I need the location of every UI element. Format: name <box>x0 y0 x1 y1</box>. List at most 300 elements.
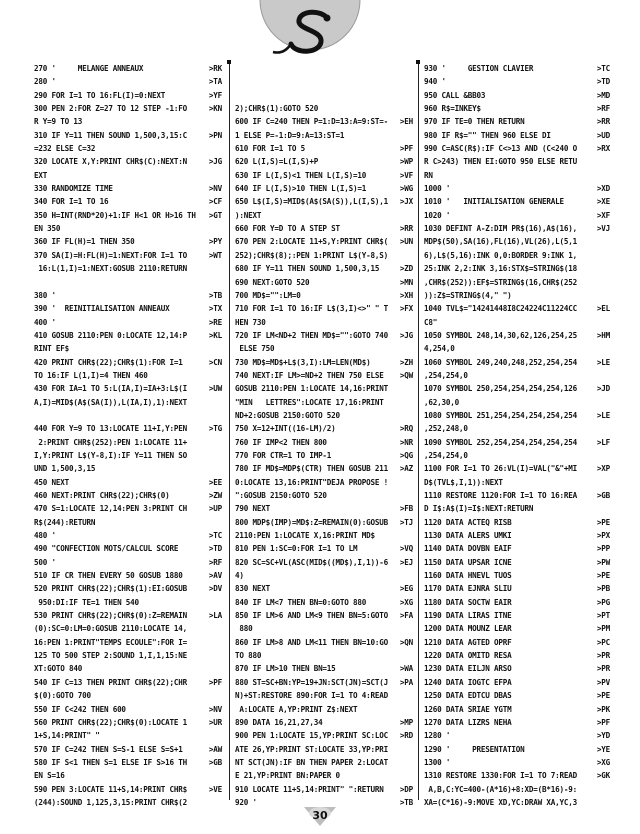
code-line <box>424 783 610 796</box>
checksum-code: >GB <box>596 491 610 500</box>
code-line <box>424 342 610 355</box>
code-line <box>235 462 413 475</box>
code-text: 660 FOR Y=D TO A STEP ST <box>235 224 340 234</box>
code-line <box>235 89 413 102</box>
code-text: 910 LOCATE 11+S,14:PRINT" ":RETURN <box>235 784 384 794</box>
code-line <box>424 689 610 702</box>
code-text: 480 ' <box>34 531 56 541</box>
code-text: 770 FOR CTR=1 TO IMP-1 <box>235 450 332 460</box>
code-line <box>34 582 222 595</box>
code-line <box>34 542 222 555</box>
code-line <box>34 462 222 475</box>
code-line <box>34 262 222 275</box>
magazine-logo <box>255 0 365 62</box>
code-line <box>424 649 610 662</box>
code-line <box>235 115 413 128</box>
code-line <box>34 409 222 422</box>
code-line <box>424 276 610 289</box>
checksum-code: >VE <box>208 784 222 794</box>
code-text: 16:L(1,I)=1:NEXT:GOSUB 2110:RETURN <box>34 264 188 274</box>
code-text: 1150 DATA UPSAR ICNE <box>424 557 512 567</box>
code-line <box>424 102 610 115</box>
checksum-code: >FA <box>399 611 413 621</box>
code-line <box>235 195 413 208</box>
code-text: 780 IF MD$=MDP$(CTR) THEN GOSUB 211 <box>235 464 389 474</box>
checksum-code: >NV <box>208 184 222 194</box>
code-text: TO 880 <box>235 651 262 661</box>
code-text: ND+2:GOSUB 2150:GOTO 520 <box>235 410 340 420</box>
code-line <box>34 436 222 449</box>
code-line <box>34 396 222 409</box>
code-text: ,252,248,0 <box>424 424 468 434</box>
code-text: 810 PEN 1:SC=0:FOR I=1 TO LM <box>235 544 358 554</box>
code-text: 360 IF FL(H)=1 THEN 350 <box>34 237 135 247</box>
code-line <box>424 596 610 609</box>
checksum-code: >UW <box>208 384 222 394</box>
code-line <box>34 729 222 742</box>
checksum-code: >HM <box>596 330 610 340</box>
checksum-code: >FB <box>399 504 413 514</box>
checksum-code: >EG <box>399 584 413 594</box>
column-separator-right <box>418 62 419 800</box>
code-line <box>235 142 413 155</box>
checksum-code: >EJ <box>399 557 413 567</box>
code-line <box>424 369 610 382</box>
code-line <box>235 689 413 702</box>
code-text: 820 SC=SC+VL(ASC(MID$((MD$),I,1))-6 <box>235 557 389 567</box>
checksum-code: >EL <box>596 304 610 314</box>
code-text: TO 16:IF L(1,I)=4 THEN 460 <box>34 370 148 380</box>
checksum-code: >UD <box>596 130 610 140</box>
code-text: $(0):GOTO 700 <box>34 691 91 701</box>
code-line <box>34 222 222 235</box>
checksum-code: >RX <box>596 144 610 154</box>
code-text: 1 ELSE P=-1:D=9:A=13:ST=1 <box>235 130 345 140</box>
code-text: 1260 DATA SRIAE YGTM <box>424 704 512 714</box>
code-text: 580 IF S<1 THEN S=1 ELSE IF S>16 TH <box>34 757 188 767</box>
code-line <box>235 382 413 395</box>
code-text: 1240 DATA IOGTC EFPA <box>424 677 512 687</box>
code-line <box>424 209 610 222</box>
code-text: 1200 DATA MOUNZ LEAR <box>424 624 512 634</box>
checksum-code: >PV <box>596 677 610 687</box>
code-text: =232 ELSE C=32 <box>34 144 96 154</box>
code-line <box>235 62 413 75</box>
code-line <box>235 636 413 649</box>
code-text: 6),L$(5,16):INK 0,0:BORDER 9:INK 1, <box>424 250 578 260</box>
code-line <box>424 756 610 769</box>
code-line <box>34 289 222 302</box>
checksum-code: >TB <box>208 290 222 300</box>
code-text: 950:DI:IF TE=1 THEN 540 <box>34 597 139 607</box>
code-text: 290 FOR I=1 TO 16:FL(I)=0:NEXT <box>34 90 166 100</box>
code-text: 890 DATA 16,21,27,34 <box>235 717 323 727</box>
code-line <box>424 182 610 195</box>
code-text: UND 1,500,3,15 <box>34 464 96 474</box>
code-line <box>34 75 222 88</box>
code-text: 0:LOCATE 13,16:PRINT"DEJA PROPOSE ! <box>235 477 389 487</box>
code-line <box>424 195 610 208</box>
checksum-code: >AZ <box>399 464 413 474</box>
code-text: EN S=16 <box>34 771 65 781</box>
code-text: 1060 SYMBOL 249,240,248,252,254,254 <box>424 357 578 367</box>
checksum-code: >PE <box>596 571 610 581</box>
code-line <box>235 743 413 756</box>
code-text: RN <box>424 170 433 180</box>
code-text: 470 S=1:LOCATE 12,14:PEN 3:PRINT CH <box>34 504 188 514</box>
code-line <box>34 382 222 395</box>
code-text: 1120 DATA ACTEQ RISB <box>424 517 512 527</box>
checksum-code: >QW <box>399 370 413 380</box>
code-line <box>34 662 222 675</box>
checksum-code: >FX <box>399 304 413 314</box>
code-line <box>424 409 610 422</box>
code-text: 790 NEXT <box>235 504 270 514</box>
code-text: 630 IF L(I,S)<1 THEN L(I,S)=10 <box>235 170 367 180</box>
code-text: NT SCT(JN):IF BN THEN PAPER 2:LOCAT <box>235 757 389 767</box>
checksum-code: >RQ <box>399 424 413 434</box>
checksum-code: >NR <box>399 437 413 447</box>
checksum-code: >TB <box>399 797 413 807</box>
code-text: 1100 FOR I=1 TO 26:VL(I)=VAL("&"+MI <box>424 464 578 474</box>
code-text: C8" <box>424 317 438 327</box>
code-text: D$(TVL$,I,1)):NEXT <box>424 477 503 487</box>
code-text: EXT <box>34 170 48 180</box>
checksum-code: >DP <box>399 784 413 794</box>
code-text: ":GOSUB 2150:GOTO 520 <box>235 491 327 500</box>
code-text: 2110:PEN 1:LOCATE X,16:PRINT MD$ <box>235 531 375 541</box>
code-line <box>235 649 413 662</box>
checksum-code: >JD <box>596 384 610 394</box>
code-line <box>34 476 222 489</box>
code-line <box>34 302 222 315</box>
code-line <box>34 569 222 582</box>
code-text: 320 LOCATE X,Y:PRINT CHR$(C):NEXT:N <box>34 157 188 167</box>
code-line <box>34 689 222 702</box>
checksum-code: >ZW <box>208 491 222 500</box>
code-text: 330 RANDOMIZE TIME <box>34 184 113 194</box>
code-line <box>34 743 222 756</box>
code-line <box>34 769 222 782</box>
code-text: ,254,254,0 <box>424 450 468 460</box>
code-line <box>34 115 222 128</box>
checksum-code: >XG <box>399 597 413 607</box>
code-text: A,I)=MID$(A$(SA(I)),L(IA,I),1):NEXT <box>34 397 188 407</box>
code-line <box>235 369 413 382</box>
code-text: 720 IF LM<ND+2 THEN MD$="":GOTO 740 <box>235 330 389 340</box>
code-line <box>424 62 610 75</box>
code-line <box>34 502 222 515</box>
code-line <box>34 756 222 769</box>
code-text: 690 NEXT:GOTO 520 <box>235 277 310 287</box>
code-text: 500 ' <box>34 557 56 567</box>
code-text: 650 L$(I,S)=MID$(A$(SA(S)),L(I,S),1 <box>235 197 389 207</box>
code-line <box>34 356 222 369</box>
code-line <box>34 169 222 182</box>
checksum-code: >TJ <box>399 517 413 527</box>
code-text: 300 PEN 2:FOR Z=27 TO 12 STEP -1:FO <box>34 104 188 114</box>
checksum-code: >GK <box>596 771 610 781</box>
checksum-code: >TC <box>208 531 222 541</box>
code-line <box>235 716 413 729</box>
code-text: 430 FOR IA=1 TO 5:L(IA,I)=IA+3:L$(I <box>34 384 188 394</box>
code-line <box>34 489 222 502</box>
code-text: 1230 DATA EILJN ARSO <box>424 664 512 674</box>
code-text: (0):SC=0:LM=0:GOSUB 2110:LOCATE 14, <box>34 624 188 634</box>
checksum-code: >XF <box>596 210 610 220</box>
checksum-code: >PE <box>596 517 610 527</box>
corner-mark-right <box>416 60 420 64</box>
checksum-code: >XG <box>596 757 610 767</box>
code-line <box>424 542 610 555</box>
code-line <box>235 569 413 582</box>
code-text: 570 IF C=242 THEN S=S-1 ELSE S=S+1 <box>34 744 183 754</box>
checksum-code: >KL <box>208 330 222 340</box>
checksum-code: >RF <box>596 104 610 114</box>
code-text: 530 PRINT CHR$(22);CHR$(0):Z=REMAIN <box>34 611 188 621</box>
code-line <box>34 676 222 689</box>
checksum-code: >PM <box>596 624 610 634</box>
code-line <box>235 209 413 222</box>
code-line <box>424 115 610 128</box>
checksum-code: >NV <box>208 704 222 714</box>
code-line <box>34 556 222 569</box>
code-line <box>235 155 413 168</box>
checksum-code: >MP <box>399 717 413 727</box>
checksum-code: >PK <box>596 704 610 714</box>
checksum-code: >GB <box>208 757 222 767</box>
checksum-code: >ZH <box>399 357 413 367</box>
checksum-code: >XH <box>399 290 413 300</box>
checksum-code: >LE <box>596 410 610 420</box>
code-text: D I$:A$(I)=I$:NEXT:RETURN <box>424 504 534 514</box>
code-line <box>424 316 610 329</box>
code-text: 990 C=ASC(R$):IF C<>13 AND (C<240 O <box>424 144 578 154</box>
code-text: 960 R$=INKEY$ <box>424 104 481 114</box>
code-line <box>34 529 222 542</box>
code-line <box>34 516 222 529</box>
code-line <box>424 569 610 582</box>
code-text: 280 ' <box>34 77 56 87</box>
listing-column-3 <box>424 62 610 809</box>
code-text: E 21,YP:PRINT BN:PAPER 0 <box>235 771 340 781</box>
code-line <box>235 249 413 262</box>
code-line <box>235 396 413 409</box>
code-line <box>34 609 222 622</box>
code-text: 1110 RESTORE 1120:FOR I=1 TO 16:REA <box>424 491 578 500</box>
code-text: 460 NEXT:PRINT CHR$(22);CHR$(0) <box>34 491 170 500</box>
code-line <box>235 476 413 489</box>
code-text: 950 CALL &BB03 <box>424 90 486 100</box>
code-text: 252);CHR$(8);:PEN 1:PRINT L$(Y-8,S) <box>235 250 389 260</box>
code-text: EN 350 <box>34 224 61 234</box>
code-line <box>34 102 222 115</box>
code-text: ,62,30,0 <box>424 397 459 407</box>
code-line <box>34 235 222 248</box>
code-text: 1190 DATA LIRAS ITNE <box>424 611 512 621</box>
checksum-code: >AW <box>208 744 222 754</box>
checksum-code: >RF <box>208 557 222 567</box>
code-line <box>424 476 610 489</box>
code-text: A:LOCATE A,YP:PRINT Z$:NEXT <box>235 704 358 714</box>
checksum-code: >PP <box>596 544 610 554</box>
code-line <box>34 449 222 462</box>
code-text: 440 FOR Y=9 TO 13:LOCATE 11+I,Y:PEN <box>34 424 188 434</box>
checksum-code: >QG <box>399 450 413 460</box>
code-text: 1310 RESTORE 1330:FOR I=1 TO 7:READ <box>424 771 578 781</box>
code-line <box>424 289 610 302</box>
code-text: XA=(C*16)-9:MOVE XD,YC:DRAW XA,YC,3 <box>424 797 578 807</box>
code-line <box>34 129 222 142</box>
checksum-code: >TG <box>208 424 222 434</box>
code-line <box>235 502 413 515</box>
checksum-code: >PW <box>596 557 610 567</box>
page-number: 30 <box>312 809 328 822</box>
code-line <box>235 769 413 782</box>
code-text: 25:INK 2,2:INK 3,16:STX$=STRING$(18 <box>424 264 578 274</box>
checksum-code: >VJ <box>596 224 610 234</box>
code-line <box>424 382 610 395</box>
code-line <box>34 62 222 75</box>
code-text: 1210 DATA AGTED OPRF <box>424 637 512 647</box>
code-text: 880 ST=SC+BN:YP=19+JN:SCT(JN)=SCT(J <box>235 677 389 687</box>
code-text: 680 IF Y=11 THEN SOUND 1,500,3,15 <box>235 264 380 274</box>
code-line <box>235 596 413 609</box>
checksum-code: >TD <box>596 77 610 87</box>
code-line <box>34 716 222 729</box>
code-line <box>34 329 222 342</box>
code-text: HEN 730 <box>235 317 266 327</box>
code-text: 390 ' REINITIALISATION ANNEAUX <box>34 304 170 314</box>
code-line <box>424 142 610 155</box>
checksum-code: >UP <box>208 504 222 514</box>
code-line <box>424 155 610 168</box>
code-line <box>34 783 222 796</box>
code-text: 1010 ' INITIALISATION GENERALE <box>424 197 564 207</box>
code-line <box>235 529 413 542</box>
code-line <box>235 609 413 622</box>
code-text: 1020 ' <box>424 210 451 220</box>
code-line <box>424 449 610 462</box>
column-separator-left <box>229 62 230 800</box>
code-line <box>424 622 610 635</box>
code-line <box>235 329 413 342</box>
checksum-code: >XP <box>596 464 610 474</box>
code-text: 1070 SYMBOL 250,254,254,254,254,126 <box>424 384 578 394</box>
code-line <box>34 155 222 168</box>
code-line <box>424 329 610 342</box>
code-text: 1130 DATA ALERS UMKI <box>424 531 512 541</box>
code-text: 840 IF LM<7 THEN BN=0:GOTO 880 <box>235 597 367 607</box>
checksum-code: >EE <box>208 477 222 487</box>
code-text: 930 ' GESTION CLAVIER <box>424 64 534 73</box>
checksum-code: >JG <box>399 330 413 340</box>
code-text: 760 IF IMP<2 THEN 800 <box>235 437 327 447</box>
code-text: 640 IF L(I,S)>10 THEN L(I,S)=1 <box>235 184 367 194</box>
checksum-code: >PT <box>596 611 610 621</box>
code-line <box>34 316 222 329</box>
code-line <box>235 356 413 369</box>
checksum-code: >AV <box>208 571 222 581</box>
code-text: )):Z$=STRING$(4," ") <box>424 290 512 300</box>
code-text: 520 PRINT CHR$(22);CHR$(1):EI:GOSUB <box>34 584 188 594</box>
code-text: 420 PRINT CHR$(22);CHR$(1):FOR I=1 <box>34 357 183 367</box>
code-text: 670 PEN 2:LOCATE 11+S,Y:PRINT CHR$( <box>235 237 389 247</box>
code-line <box>424 582 610 595</box>
code-line <box>424 222 610 235</box>
code-text: 920 ' <box>235 797 257 807</box>
checksum-code: >PB <box>596 584 610 594</box>
code-text: 410 GOSUB 2110:PEN 0:LOCATE 12,14:P <box>34 330 188 340</box>
code-text: R Y=9 TO 13 <box>34 117 83 127</box>
checksum-code: >LF <box>596 437 610 447</box>
checksum-code: >WG <box>399 184 413 194</box>
code-text: (244):SOUND 1,125,3,15:PRINT CHR$(2 <box>34 797 188 807</box>
code-line <box>235 542 413 555</box>
code-text: 870 IF LM>10 THEN BN=15 <box>235 664 336 674</box>
code-line <box>424 796 610 809</box>
listing-column-1 <box>34 62 222 809</box>
code-line <box>424 262 610 275</box>
code-text: 310 IF Y=11 THEN SOUND 1,500,3,15:C <box>34 130 188 140</box>
code-text: 125 TO 500 STEP 2:SOUND 1,I,1,15:NE <box>34 651 188 661</box>
code-line <box>235 129 413 142</box>
code-line <box>424 729 610 742</box>
code-text: 400 ' <box>34 317 56 327</box>
checksum-code: >XD <box>596 184 610 194</box>
code-line <box>34 422 222 435</box>
code-line <box>424 249 610 262</box>
code-text: 970 IF TE=0 THEN RETURN <box>424 117 525 127</box>
checksum-code: >UR <box>208 717 222 727</box>
checksum-code: >WA <box>399 664 413 674</box>
code-line <box>424 302 610 315</box>
checksum-code: >JX <box>399 197 413 207</box>
checksum-code: >TD <box>208 544 222 554</box>
checksum-code: >MN <box>399 277 413 287</box>
code-line <box>424 396 610 409</box>
code-line <box>424 636 610 649</box>
code-line <box>235 676 413 689</box>
code-text: 1080 SYMBOL 251,254,254,254,254,254 <box>424 410 578 420</box>
code-text: 340 FOR I=1 TO 16 <box>34 197 109 207</box>
checksum-code: >PG <box>596 597 610 607</box>
checksum-code: >YD <box>596 731 610 741</box>
checksum-code: >PE <box>596 691 610 701</box>
code-text: 1140 DATA DOVBN EAIF <box>424 544 512 554</box>
code-line <box>34 342 222 355</box>
code-text: 590 PEN 3:LOCATE 11+S,14:PRINT CHR$ <box>34 784 188 794</box>
code-text: ,254,254,0 <box>424 370 468 380</box>
checksum-code: >TC <box>596 64 610 73</box>
code-text: 16:PEN 1:PRINT"TEMPS ECOULE":FOR I= <box>34 637 188 647</box>
checksum-code: >PN <box>208 130 222 140</box>
code-line <box>34 182 222 195</box>
code-text: ELSE 750 <box>235 344 275 354</box>
code-text: 1250 DATA EDTCU DBAS <box>424 691 512 701</box>
checksum-code: >JG <box>208 157 222 167</box>
code-text: ,CHR$(252)):EF$=STRING$(16,CHR$(252 <box>424 277 578 287</box>
code-line <box>34 195 222 208</box>
code-line <box>424 489 610 502</box>
checksum-code: >PF <box>399 144 413 154</box>
listing-column-2 <box>235 62 413 809</box>
code-line <box>34 649 222 662</box>
code-text: 1000 ' <box>424 184 451 194</box>
code-text: RINT EF$ <box>34 344 69 354</box>
code-line <box>235 729 413 742</box>
code-line <box>34 622 222 635</box>
